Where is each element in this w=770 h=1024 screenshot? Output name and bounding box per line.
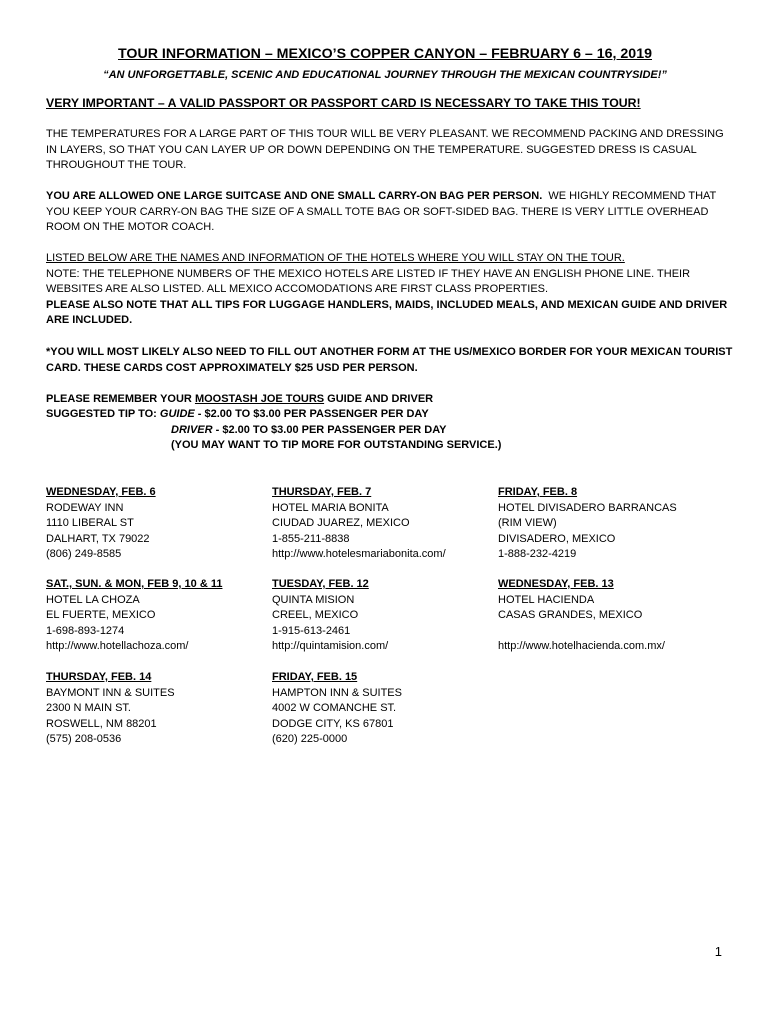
hotel-name: QUINTA MISION	[272, 593, 355, 606]
hotel-line: DIVISADERO, MEXICO	[498, 532, 616, 545]
hotel-day: FRIDAY, FEB. 8	[498, 486, 578, 498]
hotel-name: HAMPTON INN & SUITES	[272, 686, 402, 699]
tip-guide-line	[46, 407, 429, 423]
hotel-day: WEDNESDAY, FEB. 13	[498, 578, 614, 590]
hotel-day: TUESDAY, FEB. 12	[272, 578, 369, 590]
hotel-line: 4002 W COMANCHE ST.	[272, 702, 397, 715]
hotel-day: WEDNESDAY, FEB. 6	[46, 486, 156, 498]
hotel-line: (806) 249-8585	[46, 548, 122, 561]
tip-reminder	[46, 392, 433, 408]
phone-website-note: NOTE: THE TELEPHONE NUMBERS OF THE MEXICO HOTELS ARE LISTED IF THEY HAVE AN ENGLISH PHONE LINE. THEIR WEBSITES ARE ALSO LISTED. ALL MEXICO ACCOMODATIONS ARE FIRST CLASS PROPERTIES.	[46, 267, 691, 296]
hotels-listed-note: LISTED BELOW ARE THE NAMES AND INFORMATION OF THE HOTELS WHERE YOU WILL STAY ON THE TOUR.	[46, 252, 625, 264]
hotel-line: CREEL, MEXICO	[272, 609, 359, 622]
suggested-tip-label: SUGGESTED TIP TO:	[46, 408, 160, 420]
hotel-entry	[272, 670, 497, 748]
border-form-paragraph: *YOU WILL MOST LIKELY ALSO NEED TO FILL OUT ANOTHER FORM AT THE US/MEXICO BORDER FOR YOUR MEXICAN TOURIST CARD. THESE CARDS COST APPROXIMATELY $25 USD PER PERSON.	[46, 346, 733, 374]
luggage-allowance: YOU ARE ALLOWED ONE LARGE SUITCASE AND ONE SMALL CARRY-ON BAG PER PERSON.	[46, 190, 543, 202]
hotel-entry	[272, 577, 497, 655]
hotel-day: FRIDAY, FEB. 15	[272, 671, 358, 683]
page-number: 1	[714, 944, 722, 959]
hotel-name: HOTEL DIVISADERO BARRANCAS	[498, 501, 677, 514]
hotel-line: 1-915-613-2461	[272, 624, 351, 637]
driver-tip-amount: - $2.00 TO $3.00 PER PASSENGER PER DAY	[212, 424, 447, 436]
hotel-day: SAT., SUN. & MON, FEB 9, 10 & 11	[46, 578, 223, 590]
hotel-line: (RIM VIEW)	[498, 517, 557, 530]
tip-driver-line	[171, 423, 447, 439]
hotel-website-link[interactable]: http://quintamision.com/	[272, 640, 389, 653]
hotel-line: 1-888-232-4219	[498, 548, 577, 561]
hotel-line: (575) 208-0536	[46, 733, 122, 746]
hotel-website-link[interactable]: http://www.hotellachoza.com/	[46, 640, 189, 653]
hotel-entry	[46, 577, 271, 655]
hotel-line: CASAS GRANDES, MEXICO	[498, 609, 643, 622]
hotel-line	[498, 624, 723, 640]
luggage-paragraph	[46, 189, 736, 236]
hotel-name: HOTEL MARIA BONITA	[272, 501, 389, 514]
company-name: MOOSTASH JOE TOURS	[194, 393, 325, 405]
hotel-line: 1-855-211-8838	[272, 532, 350, 545]
hotel-name: HOTEL HACIENDA	[498, 593, 595, 606]
hotel-website-link[interactable]: http://www.hotelhacienda.com.mx/	[498, 640, 665, 653]
guide-label: GUIDE	[159, 408, 195, 420]
hotel-name: BAYMONT INN & SUITES	[46, 686, 175, 699]
tip-reminder-prefix: PLEASE REMEMBER YOUR	[46, 393, 195, 405]
tip-outstanding-line: (YOU MAY WANT TO TIP MORE FOR OUTSTANDING SERVICE.)	[171, 439, 502, 451]
hotel-entry	[498, 485, 723, 563]
hotel-line: CIUDAD JUAREZ, MEXICO	[272, 517, 410, 530]
page-subtitle: “AN UNFORGETTABLE, SCENIC AND EDUCATIONAL JOURNEY THROUGH THE MEXICAN COUNTRYSIDE!”	[103, 69, 667, 81]
hotel-entry	[272, 485, 497, 563]
page-title: TOUR INFORMATION – MEXICO’S COPPER CANYON – FEBRUARY 6 – 16, 2019	[118, 46, 652, 62]
hotel-line: 2300 N MAIN ST.	[46, 702, 131, 715]
hotel-website-link[interactable]: http://www.hotelesmariabonita.com/	[272, 548, 446, 561]
hotels-intro-paragraph	[46, 251, 736, 329]
hotel-entry	[46, 485, 271, 563]
temperatures-paragraph: THE TEMPERATURES FOR A LARGE PART OF THIS TOUR WILL BE VERY PLEASANT. WE RECOMMEND PACKING AND DRESSING IN LAYERS, SO THAT YOU CAN LAYER UP OR DOWN DEPENDING ON THE TEMPERATURE. SUGGESTED DRESS IS CASUAL THROUGHOUT THE TOUR.	[46, 128, 724, 172]
hotel-day: THURSDAY, FEB. 7	[272, 486, 372, 498]
hotel-name: HOTEL LA CHOZA	[46, 593, 140, 606]
guide-tip-amount: - $2.00 TO $3.00 PER PASSENGER PER DAY	[194, 408, 429, 420]
hotel-line: DALHART, TX 79022	[46, 532, 150, 545]
driver-label: DRIVER	[171, 424, 213, 436]
hotel-line: 1-698-893-1274	[46, 624, 125, 637]
hotel-line: EL FUERTE, MEXICO	[46, 609, 156, 622]
luggage-recommendation: WE HIGHLY RECOMMEND THAT YOU KEEP YOUR CARRY-ON BAG THE SIZE OF A SMALL TOTE BAG OR SOFT-SIDED BAG. THERE IS VERY LITTLE OVERHEAD ROOM ON THE MOTOR COACH.	[46, 190, 717, 234]
hotel-name: RODEWAY INN	[46, 501, 124, 514]
tip-reminder-suffix: GUIDE AND DRIVER	[324, 393, 434, 405]
hotel-line: ROSWELL, NM 88201	[46, 717, 157, 730]
hotel-line: (620) 225-0000	[272, 733, 348, 746]
hotel-entry	[498, 577, 723, 655]
hotel-day: THURSDAY, FEB. 14	[46, 671, 152, 683]
hotel-entry	[46, 670, 271, 748]
hotel-line: 1110 LIBERAL ST	[46, 517, 134, 530]
passport-notice: VERY IMPORTANT – A VALID PASSPORT OR PASSPORT CARD IS NECESSARY TO TAKE THIS TOUR!	[46, 96, 641, 110]
hotel-line: DODGE CITY, KS 67801	[272, 717, 394, 730]
tips-included-note: PLEASE ALSO NOTE THAT ALL TIPS FOR LUGGAGE HANDLERS, MAIDS, INCLUDED MEALS, AND MEXICAN GUIDE AND DRIVER ARE INCLUDED.	[46, 298, 728, 327]
